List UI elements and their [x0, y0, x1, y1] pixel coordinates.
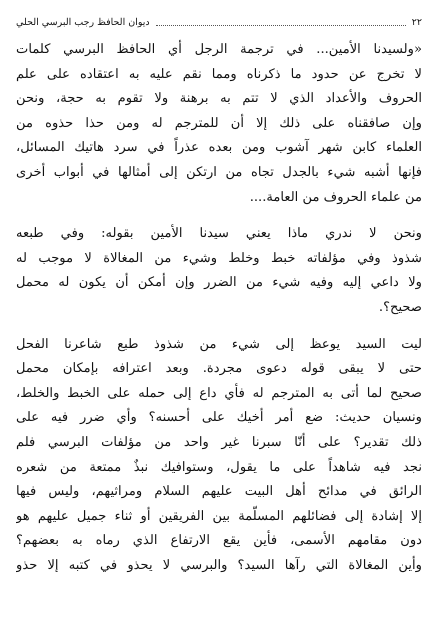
text-line: الحروف والأعداد الذي لا تتم به برهنة ولا تقوم به حجة، ونحن: [16, 91, 422, 107]
running-title: ديوان الحافظ رجب البرسي الحلي: [16, 16, 150, 28]
text-line: لا تخرج عن حدود ما ذكرناه ومما نقم عليه به اعتقاده على علم: [16, 66, 422, 82]
text-line: دون مقامهم الأسمى، فأين يقع الارتفاع الذي رماه به بعضهم؟: [16, 533, 422, 549]
text-line: ونحن لا ندري ماذا يعني سيدنا الأمين بقوله: وفي طبعه: [16, 226, 422, 242]
paragraph-gap: [16, 210, 422, 222]
text-line: ليت السيد يوعظ إلى شيء من شذوذ طبع شاعرنا الفحل: [16, 336, 422, 352]
text-line: صحيح؟.: [378, 299, 422, 315]
text-line: إلا إشادة إلى فضائلهم المسلّمة بين الفريقين أو ثناء جميل عليهم هو: [16, 508, 422, 524]
text-line: صحيح لما أتى به المترجم له فأي داع إلى حمله على الخبط والخلط،: [16, 385, 422, 401]
text-line: وأين المغالاة التي رآها السيد؟ والبرسي لا يحذو في كتبه إلا حذو: [16, 557, 422, 573]
text-line: فإنها أشبه شيء بالجدل تجاه من ارتكن إلى أمثالها في أبواب أخرى: [16, 164, 422, 180]
text-line: ولا داعي إليه وفيه شيء من الضرر وإن أمكن أن يكون له محمل: [16, 275, 422, 291]
paragraph-2: [16, 222, 422, 320]
paragraph-1: [16, 38, 422, 210]
text-line: ذلك تقدير؟ على أنّا سبرنا غير واحد من مؤلفات البرسي فلم: [16, 434, 422, 450]
text-line: حتى لا يبقى قوله دعوى مجردة. وبعد اعترافه بإمكان محمل: [16, 361, 422, 377]
page-body: [16, 38, 422, 578]
text-line: وإن صافقناه على ذلك إلا أن للمترجم له ومن حذا حذوه من: [16, 115, 422, 131]
page-number: ٢٢: [411, 16, 422, 28]
text-line: ونسيان حديث: ضع أمر أخيك على أحسنه؟ وأي ضرر فيه على: [16, 410, 422, 426]
text-line: من علماء الحروف من العامة....: [249, 189, 422, 205]
header-dotted-leader: [156, 25, 406, 26]
text-line: نجد فيه شاهداً على ما يقول، وستوافيك نبذٌ ممتعة من شعره: [16, 459, 422, 475]
text-line: الرائق في مدائح أهل البيت عليهم السلام ومراثيهم، وليس فيها: [16, 484, 422, 500]
text-line: «ولسيدنا الأمين... في ترجمة الرجل أي الحافظ البرسي كلمات: [16, 42, 422, 57]
text-line: العلماء كابن شهر آشوب ومن بعده عذراً في سرد هاتيك المسائل،: [16, 140, 422, 156]
text-line: شذوذ وفي مؤلفاته خبط وخلط وشيء من المغالاة لا موجب له: [16, 250, 422, 266]
paragraph-3: [16, 333, 422, 579]
running-header: [16, 14, 422, 30]
paragraph-gap: [16, 321, 422, 333]
